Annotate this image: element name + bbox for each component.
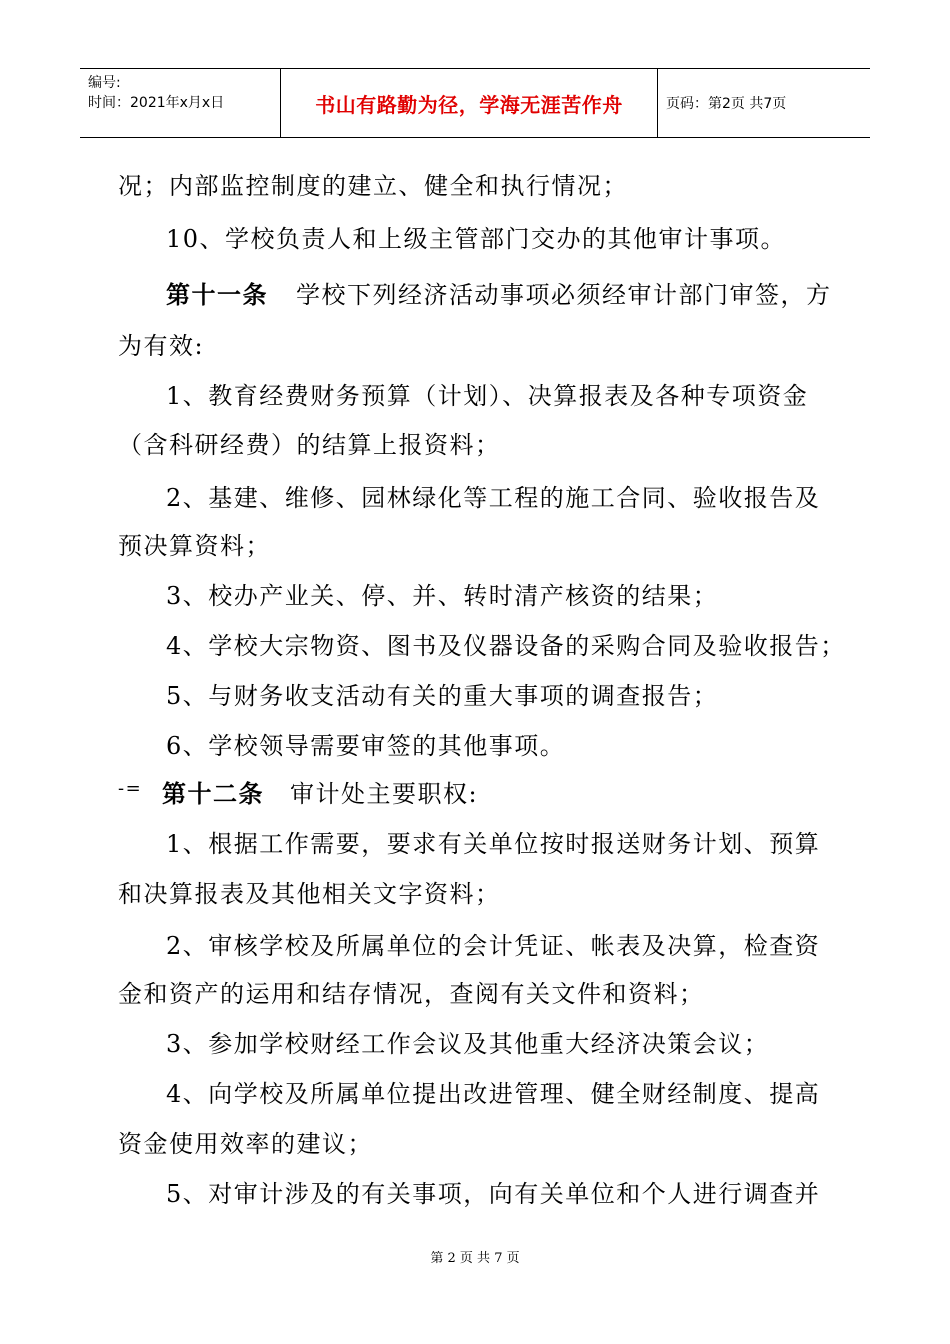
text-line: 3、参加学校财经工作会议及其他重大经济决策会议； bbox=[166, 1030, 770, 1058]
article-heading: 第十二条 bbox=[162, 780, 264, 808]
stray-mark: -= bbox=[118, 778, 143, 799]
text-line: 预决算资料； bbox=[118, 532, 271, 560]
time-label: 时间：2021年x月x日 bbox=[88, 95, 225, 111]
text-line: 资金使用效率的建议； bbox=[118, 1130, 373, 1158]
text-line: 10、学校负责人和上级主管部门交办的其他审计事项。 bbox=[166, 225, 787, 253]
text-line: 2、基建、维修、园林绿化等工程的施工合同、验收报告及 bbox=[166, 484, 821, 512]
page-header bbox=[80, 68, 870, 138]
text-line: 金和资产的运用和结存情况，查阅有关文件和资料； bbox=[118, 980, 705, 1008]
text-line: 4、学校大宗物资、图书及仪器设备的采购合同及验收报告； bbox=[166, 632, 846, 660]
text-line: 为有效: bbox=[118, 332, 205, 360]
header-meta bbox=[80, 69, 281, 137]
header-motto: 书山有路勤为径，学海无涯苦作舟 bbox=[281, 69, 658, 137]
text-line: 5、与财务收支活动有关的重大事项的调查报告； bbox=[166, 682, 719, 710]
text-line: 审计处主要职权: bbox=[290, 780, 479, 808]
number-label: 编号: bbox=[88, 75, 121, 91]
text-line: 4、向学校及所属单位提出改进管理、健全财经制度、提高 bbox=[166, 1080, 821, 1108]
text-line: 学校下列经济活动事项必须经审计部门审签，方 bbox=[296, 281, 832, 309]
text-line: 6、学校领导需要审签的其他事项。 bbox=[166, 732, 566, 760]
text-line: 2、审核学校及所属单位的会计凭证、帐表及决算，检查资 bbox=[166, 932, 821, 960]
header-page-info: 页码：第2页 共7页 bbox=[666, 96, 787, 112]
text-line: 1、根据工作需要，要求有关单位按时报送财务计划、预算 bbox=[166, 830, 821, 858]
text-line: 3、校办产业关、停、并、转时清产核资的结果； bbox=[166, 582, 719, 610]
article-heading: 第十一条 bbox=[166, 281, 268, 309]
text-line: 和决算报表及其他相关文字资料； bbox=[118, 880, 501, 908]
text-line: （含科研经费）的结算上报资料； bbox=[118, 431, 501, 459]
text-line: 况；内部监控制度的建立、健全和执行情况； bbox=[118, 172, 628, 200]
page-footer: 第 2 页 共 7 页 bbox=[430, 1251, 520, 1266]
text-line: 5、对审计涉及的有关事项，向有关单位和个人进行调查并 bbox=[166, 1180, 821, 1208]
text-line: 1、教育经费财务预算（计划）、决算报表及各种专项资金 bbox=[166, 382, 809, 410]
